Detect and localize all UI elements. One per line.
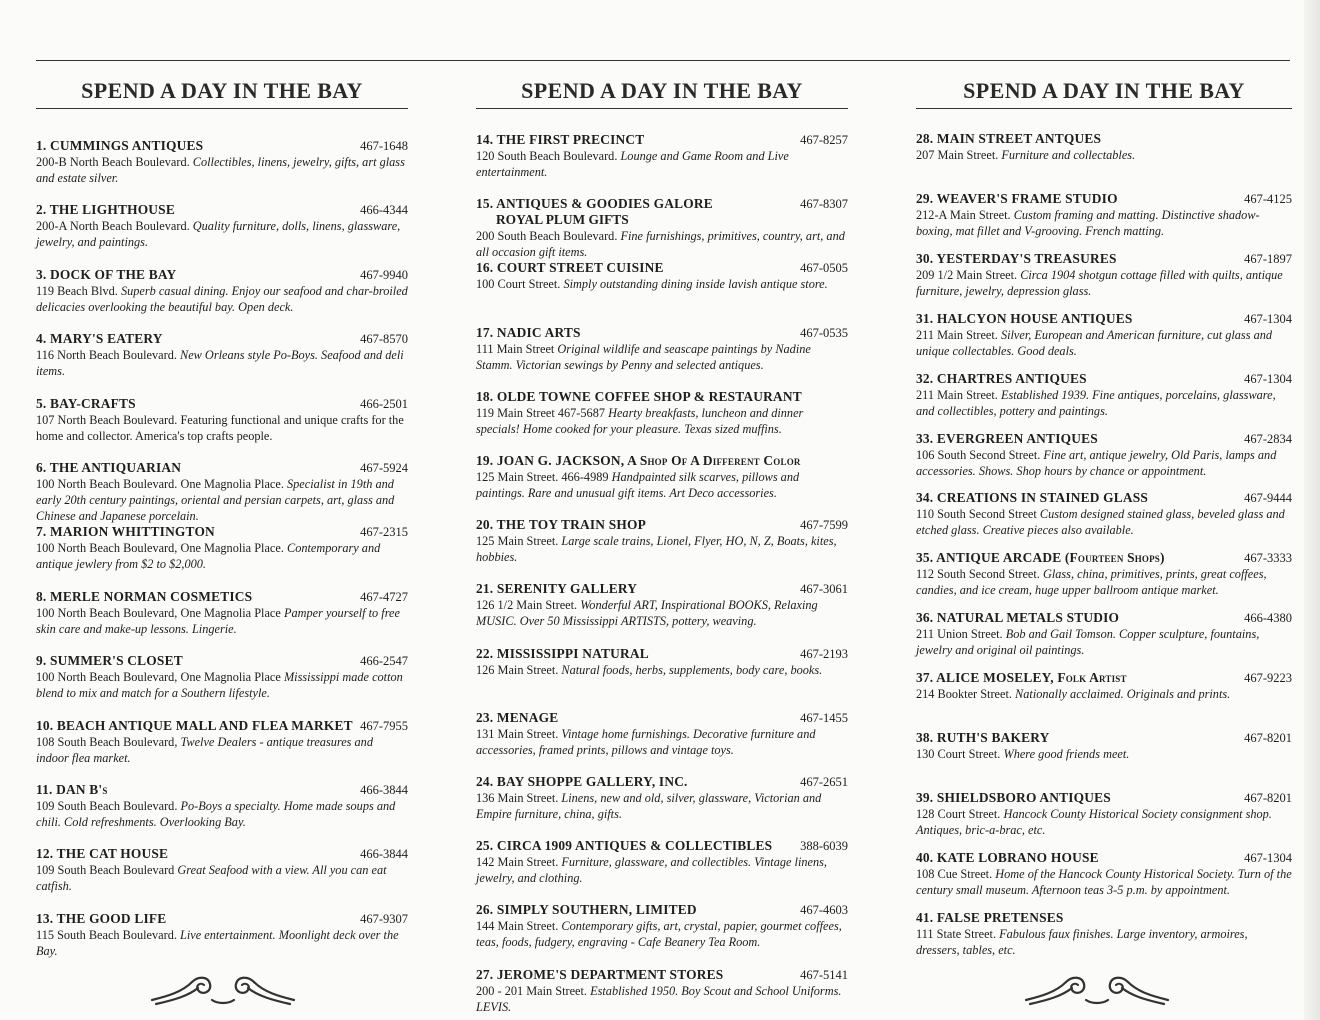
address: 100 North Beach Boulevard, One Magnolia Place. xyxy=(36,541,284,556)
listing-entry xyxy=(916,670,1292,702)
business-name: 19. JOAN G. JACKSON, A Shop Of A Different Color xyxy=(476,453,801,468)
phone-number: 467-8307 xyxy=(800,197,848,212)
listing-header xyxy=(36,589,408,605)
description: Simply outstanding dining inside lavish antique store. xyxy=(563,277,828,292)
listing-entry xyxy=(36,589,408,637)
description: Original wildlife and seascape paintings by Nadine Stamm. Victorian sewings by Penny and selected antiques. xyxy=(476,341,811,372)
listing-entry xyxy=(916,431,1292,479)
listing-header xyxy=(476,774,848,790)
listing-header xyxy=(916,790,1292,806)
address: 120 South Beach Boulevard. xyxy=(476,149,618,163)
phone-number: 467-9940 xyxy=(360,267,408,282)
listing-body xyxy=(916,267,1292,299)
listing-entry xyxy=(916,371,1292,419)
listing-entry xyxy=(36,202,408,250)
address: 126 Main Street. xyxy=(476,662,559,677)
phone-number: 467-3333 xyxy=(1244,551,1292,566)
description: Furniture and collectables. xyxy=(1001,148,1136,162)
address: 128 Court Street. xyxy=(916,806,1001,821)
listing-entry xyxy=(476,260,848,292)
address: 211 Union Street. xyxy=(916,627,1003,642)
listing-entry xyxy=(36,396,408,444)
listing-header xyxy=(916,730,1292,746)
listing-header xyxy=(476,325,848,341)
listing-header xyxy=(916,191,1292,207)
listing-entry xyxy=(916,790,1292,838)
address: 107 North Beach Boulevard. Featuring functional and unique crafts for the home and collector. America's top crafts people. xyxy=(36,412,404,443)
business-name: 11. DAN B's xyxy=(36,782,108,797)
listing-header xyxy=(916,850,1292,866)
address: 200 South Beach Boulevard. xyxy=(476,229,618,244)
listing-body xyxy=(476,597,848,629)
listing-entry xyxy=(36,331,408,379)
phone-number: 467-2651 xyxy=(800,775,848,789)
listing-header xyxy=(476,710,848,726)
address: 207 Main Street. xyxy=(916,148,999,162)
phone-number: 467-8570 xyxy=(360,332,408,347)
listing-body xyxy=(36,154,408,186)
phone-number: 467-9444 xyxy=(1244,491,1292,506)
listing-entry xyxy=(476,325,848,373)
listing-entry xyxy=(476,453,848,501)
address: 106 South Second Street. xyxy=(916,447,1041,462)
listing-body xyxy=(476,341,848,373)
description: Established 1950. Boy Scout and School Uniforms. LEVIS. xyxy=(476,983,842,1014)
listing-body xyxy=(36,347,408,379)
phone-number: 467-5924 xyxy=(360,461,408,475)
business-name: 9. SUMMER'S CLOSET xyxy=(36,653,183,669)
business-name: 20. THE TOY TRAIN SHOP xyxy=(476,517,646,533)
listing-entry xyxy=(36,138,408,186)
business-name: 41. FALSE PRETENSES xyxy=(916,909,1064,925)
business-name: 2. THE LIGHTHOUSE xyxy=(36,202,175,218)
business-name: 6. THE ANTIQUARIAN xyxy=(36,460,182,475)
listing-body xyxy=(36,283,408,315)
listing-body xyxy=(916,746,1292,762)
business-name: 29. WEAVER'S FRAME STUDIO xyxy=(916,190,1118,206)
address: 100 North Beach Boulevard, One Magnolia Place xyxy=(36,670,281,685)
business-name: 33. EVERGREEN ANTIQUES xyxy=(916,430,1098,446)
business-name: 15. ANTIQUES & GOODIES GALORE xyxy=(476,196,713,212)
listing-entry xyxy=(916,730,1292,762)
listing-header xyxy=(476,646,848,662)
description: Handpainted silk scarves, pillows and paintings. Rare and unusual gift items. Art Deco accessories. xyxy=(476,470,800,500)
listing-entry xyxy=(476,774,848,822)
column-title: SPEND A DAY IN THE BAY xyxy=(963,78,1245,103)
address: 110 South Second Street xyxy=(916,507,1037,522)
description: Collectibles, linens, jewelry, gifts, art glass and estate silver. xyxy=(36,155,405,185)
listing-body xyxy=(476,726,848,758)
listing-header xyxy=(36,846,408,862)
address: 119 Main Street 467-5687 xyxy=(476,405,605,420)
listing-entry xyxy=(916,251,1292,299)
address: 144 Main Street. xyxy=(476,919,559,934)
listing-body xyxy=(476,662,848,678)
column-header xyxy=(916,62,1292,109)
phone-number: 467-1304 xyxy=(1244,311,1292,326)
listing-header xyxy=(916,311,1292,327)
description: Home of the Hancock County Historical Society. Turn of the century small museum. Afternoon teas 3-5 p.m. by appointment. xyxy=(916,866,1292,897)
description: Glass, china, primitives, prints, great coffees, candies, and ice cream, huge upper ballroom antique market. xyxy=(916,567,1267,598)
address: 112 South Second Street. xyxy=(916,567,1040,582)
description: Custom framing and matting. Distinctive shadow-boxing, mat fillet and V-grooving. French matting. xyxy=(916,207,1260,238)
listing-entry xyxy=(36,460,408,524)
description: Specialist in 19th and early 20th century paintings, oriental and persian carpets, art, glass and Chinese and Japanese porcelain. xyxy=(36,477,395,523)
address: 211 Main Street. xyxy=(916,327,998,342)
listing-entry xyxy=(476,646,848,678)
scroll-flourish-icon xyxy=(1022,970,1172,1008)
scroll-flourish-icon xyxy=(148,970,298,1008)
business-name: 34. CREATIONS IN STAINED GLASS xyxy=(916,490,1149,506)
listing-entry xyxy=(36,653,408,701)
description: Great Seafood with a view. All you can eat catfish. xyxy=(36,863,387,894)
description: Fine art, antique jewelry, Old Paris, lamps and accessories. Shows. Shop hours by chance or appointment. xyxy=(916,447,1277,478)
top-rule xyxy=(36,60,1290,61)
listing-entry xyxy=(476,389,848,437)
phone-number: 467-1304 xyxy=(1244,850,1292,865)
address: 111 State Street. xyxy=(916,926,997,941)
column-title: SPEND A DAY IN THE BAY xyxy=(81,78,363,103)
listing-body xyxy=(476,228,848,260)
business-name: 1. CUMMINGS ANTIQUES xyxy=(36,138,204,153)
listing-body xyxy=(476,469,848,501)
listing-body xyxy=(476,918,848,950)
listing-header xyxy=(476,453,848,469)
address: 100 North Beach Boulevard, One Magnolia Place xyxy=(36,605,281,620)
business-name: 18. OLDE TOWNE COFFEE SHOP & RESTAURANT xyxy=(476,388,802,404)
address: 109 South Beach Boulevard xyxy=(36,863,175,878)
business-name: 22. MISSISSIPPI NATURAL xyxy=(476,645,649,661)
business-name: 25. CIRCA 1909 ANTIQUES & COLLECTIBLES xyxy=(476,838,773,854)
address: 125 Main Street. 466-4989 xyxy=(476,470,609,484)
description: Lounge and Game Room and Live entertainment. xyxy=(476,149,789,179)
phone-number: 467-1304 xyxy=(1244,371,1292,386)
business-name: 7. MARION WHITTINGTON xyxy=(36,524,215,540)
business-name: 3. DOCK OF THE BAY xyxy=(36,266,177,282)
listing-body xyxy=(36,862,408,894)
phone-number: 467-4727 xyxy=(360,589,408,604)
description: Hancock County Historical Society consignment shop. Antiques, bric-a-brac, etc. xyxy=(916,806,1272,837)
listing-body xyxy=(916,327,1292,359)
business-name: 31. HALCYON HOUSE ANTIQUES xyxy=(916,310,1133,326)
listing-body xyxy=(476,405,848,437)
listing-header xyxy=(476,517,848,533)
column-header xyxy=(36,62,408,109)
listing-header xyxy=(916,490,1292,506)
phone-number: 388-6039 xyxy=(800,839,848,854)
listing-body xyxy=(916,506,1292,538)
business-name: 36. NATURAL METALS STUDIO xyxy=(916,610,1120,626)
listing-entry xyxy=(916,191,1292,239)
listing-header xyxy=(36,396,408,412)
phone-number: 467-1648 xyxy=(360,139,408,153)
phone-number: 466-4344 xyxy=(360,203,408,218)
address: 130 Court Street. xyxy=(916,747,1001,761)
listing-header xyxy=(916,910,1292,926)
address: 200-A North Beach Boulevard. xyxy=(36,219,190,234)
description: Large scale trains, Lionel, Flyer, HO, N, Z, Boats, kites, hobbies. xyxy=(476,534,837,565)
listing-entry xyxy=(476,710,848,758)
address: 119 Beach Blvd. xyxy=(36,283,118,298)
listing-header xyxy=(36,718,408,734)
listing-entry xyxy=(476,196,848,260)
business-name: 30. YESTERDAY'S TREASURES xyxy=(916,250,1117,266)
description: Established 1939. Fine antiques, porcelains, glassware, and collectibles, pottery and paintings. xyxy=(916,387,1276,418)
phone-number: 466-3844 xyxy=(360,783,408,797)
address: 100 Court Street. xyxy=(476,277,561,292)
description: Bob and Gail Tomson. Copper sculpture, fountains, jewelry and original oil paintings. xyxy=(916,627,1260,658)
listing-header xyxy=(36,782,408,798)
address: 126 1/2 Main Street. xyxy=(476,598,578,613)
listing-body xyxy=(916,866,1292,898)
description: Mississippi made cotton blend to mix and match for a Southern lifestyle. xyxy=(36,670,403,701)
description: Linens, new and old, silver, glassware, Victorian and Empire furniture, china, gifts. xyxy=(476,791,822,821)
business-name: 37. ALICE MOSELEY, Folk Artist xyxy=(916,670,1127,686)
listing-body xyxy=(36,734,408,766)
phone-number: 467-2315 xyxy=(360,525,408,540)
address: 142 Main Street. xyxy=(476,855,559,870)
column-title: SPEND A DAY IN THE BAY xyxy=(521,78,803,103)
listing-header xyxy=(36,202,408,218)
listing-header xyxy=(36,911,408,927)
business-name: 5. BAY-CRAFTS xyxy=(36,395,136,411)
address: 200 - 201 Main Street. xyxy=(476,983,587,998)
business-name: 17. NADIC ARTS xyxy=(476,324,581,340)
phone-number: 466-3844 xyxy=(360,847,408,862)
listing-entry xyxy=(916,490,1292,538)
listing-header xyxy=(476,902,848,918)
address: 200-B North Beach Boulevard. xyxy=(36,155,190,169)
listing-entry xyxy=(36,718,408,766)
listing-body xyxy=(916,447,1292,479)
business-name: 40. KATE LOBRANO HOUSE xyxy=(916,849,1099,865)
listing-body xyxy=(476,790,848,822)
description: Fine furnishings, primitives, country, art, and all occasion gift items. xyxy=(476,229,845,260)
description: Superb casual dining. Enjoy our seafood and char-broiled delicacies overlooking the beautiful bay. Open deck. xyxy=(36,283,408,314)
phone-number: 467-2193 xyxy=(800,646,848,661)
listing-header xyxy=(476,838,848,854)
listing-header xyxy=(476,260,848,276)
listing-entry xyxy=(476,967,848,1015)
column-header xyxy=(476,62,848,109)
listing-header xyxy=(36,653,408,669)
description: Quality furniture, dolls, linens, glassware, jewelry, and paintings. xyxy=(36,219,401,250)
listing-body xyxy=(916,686,1292,702)
listing-header xyxy=(916,550,1292,566)
listing-entry xyxy=(476,132,848,180)
business-name-secondary: ROYAL PLUM GIFTS xyxy=(496,212,629,228)
listing-body xyxy=(476,276,848,292)
description: Custom designed stained glass, beveled glass and etched glass. Creative pieces also available. xyxy=(916,507,1285,538)
listing-body xyxy=(36,476,408,524)
listing-body xyxy=(36,605,408,637)
listing-entry xyxy=(916,910,1292,958)
business-name: 39. SHIELDSBORO ANTIQUES xyxy=(916,789,1111,805)
listing-entry xyxy=(476,581,848,629)
listing-header xyxy=(476,967,848,983)
listing-header xyxy=(476,196,848,212)
description: Live entertainment. Moonlight deck over the Bay. xyxy=(36,927,399,958)
listing-header xyxy=(36,331,408,347)
address: 108 Cue Street. xyxy=(916,866,993,881)
listing-header xyxy=(916,131,1292,147)
phone-number: 467-8201 xyxy=(1244,731,1292,745)
business-name: 16. COURT STREET CUISINE xyxy=(476,260,664,276)
listing-body xyxy=(36,540,408,572)
address: 116 North Beach Boulevard. xyxy=(36,348,177,363)
business-name: 4. MARY'S EATERY xyxy=(36,331,163,347)
address: 125 Main Street. xyxy=(476,534,559,549)
description: Natural foods, herbs, supplements, body care, books. xyxy=(561,662,823,677)
address: 131 Main Street. xyxy=(476,726,559,741)
listing-body xyxy=(36,218,408,250)
phone-number: 467-8201 xyxy=(1244,790,1292,805)
listing-entry xyxy=(476,517,848,565)
listing-body xyxy=(916,207,1292,239)
address: 115 South Beach Boulevard. xyxy=(36,927,177,942)
address: 100 North Beach Boulevard. One Magnolia Place. xyxy=(36,477,284,491)
address: 214 Bookter Street. xyxy=(916,687,1012,702)
listing-header xyxy=(36,267,408,283)
business-name: 12. THE CAT HOUSE xyxy=(36,846,169,862)
listing-header xyxy=(476,389,848,405)
description: Contemporary gifts, art, crystal, papier, gourmet coffees, teas, foods, fudgery, engraving - Cafe Beanery Tea Room. xyxy=(476,919,842,950)
listing-entry xyxy=(916,850,1292,898)
listing-body xyxy=(476,983,848,1015)
listing-entry xyxy=(476,838,848,886)
description: Nationally acclaimed. Originals and prints. xyxy=(1015,687,1231,702)
listing-entry xyxy=(916,610,1292,658)
listing-entry xyxy=(36,524,408,572)
listing-body xyxy=(916,387,1292,419)
description: Hearty breakfasts, luncheon and dinner specials! Home cooked for your pleasure. Texas sized muffins. xyxy=(476,405,804,436)
listing-body xyxy=(916,806,1292,838)
address: 108 South Beach Boulevard, xyxy=(36,734,178,749)
listing-header xyxy=(476,581,848,597)
listing-body xyxy=(36,927,408,959)
listing-entry xyxy=(916,131,1292,163)
phone-number: 467-7955 xyxy=(360,718,408,733)
description: Furniture, glassware, and collectibles. Vintage linens, jewelry, and clothing. xyxy=(476,855,827,886)
description: New Orleans style Po-Boys. Seafood and deli items. xyxy=(36,348,404,379)
phone-number: 467-2834 xyxy=(1244,431,1292,446)
listing-header xyxy=(36,524,408,540)
listing-header xyxy=(916,371,1292,387)
listing-body xyxy=(36,412,408,444)
phone-number: 467-1455 xyxy=(800,710,848,725)
listing-header xyxy=(36,460,408,476)
business-name: 27. JEROME'S DEPARTMENT STORES xyxy=(476,966,724,982)
description: Vintage home furnishings. Decorative furniture and accessories, framed prints, pillows and vintage toys. xyxy=(476,726,816,757)
listing-header xyxy=(916,610,1292,626)
phone-number: 467-7599 xyxy=(800,518,848,533)
business-name: 21. SERENITY GALLERY xyxy=(476,581,638,597)
listing-entry xyxy=(36,846,408,894)
listing-header xyxy=(916,251,1292,267)
description: Fabulous faux finishes. Large inventory, armoires, dressers, tables, etc. xyxy=(916,926,1248,957)
phone-number: 467-0535 xyxy=(800,325,848,340)
description: Pamper yourself to free skin care and make-up lessons. Lingerie. xyxy=(36,605,400,636)
listing-entry xyxy=(476,902,848,950)
business-name: 10. BEACH ANTIQUE MALL AND FLEA MARKET xyxy=(36,717,353,733)
phone-number: 466-2547 xyxy=(360,654,408,669)
address: 111 Main Street xyxy=(476,341,555,356)
description: Twelve Dealers - antique treasures and indoor flea market. xyxy=(36,734,373,765)
page-edge xyxy=(1304,0,1320,1020)
business-name: 24. BAY SHOPPE GALLERY, INC. xyxy=(476,774,688,789)
description: Where good friends meet. xyxy=(1003,747,1130,761)
phone-number: 466-2501 xyxy=(360,396,408,411)
phone-number: 467-9307 xyxy=(360,911,408,926)
description: Po-Boys a specialty. Home made soups and chili. Cold refreshments. Overlooking Bay. xyxy=(36,799,396,829)
phone-number: 467-0505 xyxy=(800,261,848,276)
listing-entry xyxy=(36,782,408,830)
phone-number: 466-4380 xyxy=(1244,611,1292,626)
phone-number: 467-5141 xyxy=(800,967,848,982)
phone-number: 467-4125 xyxy=(1244,191,1292,206)
business-name: 26. SIMPLY SOUTHERN, LIMITED xyxy=(476,902,697,918)
description: Contemporary and antique jewlery from $2 to $2,000. xyxy=(36,541,381,572)
listing-body xyxy=(476,148,848,180)
business-name: 8. MERLE NORMAN COSMETICS xyxy=(36,588,253,604)
phone-number: 467-9223 xyxy=(1244,671,1292,686)
listing-entry xyxy=(36,267,408,315)
listing-body xyxy=(36,669,408,701)
listing-header xyxy=(916,670,1292,686)
address: 109 South Beach Boulevard. xyxy=(36,799,178,813)
listing-header xyxy=(36,138,408,154)
listing-header xyxy=(916,431,1292,447)
phone-number: 467-1897 xyxy=(1244,251,1292,266)
listing-body xyxy=(916,626,1292,658)
business-name: 28. MAIN STREET ANTQUES xyxy=(916,131,1102,146)
address: 212-A Main Street. xyxy=(916,207,1011,222)
description: Circa 1904 shotgun cottage filled with quilts, antique furniture, jewelry, depression glass. xyxy=(916,267,1283,298)
business-name: 35. ANTIQUE ARCADE (Fourteen Shops) xyxy=(916,550,1165,566)
description: Wonderful ART, Inspirational BOOKS, Relaxing MUSIC. Over 50 Mississippi ARTISTS, pottery, weaving. xyxy=(476,598,818,629)
listing-entry xyxy=(916,311,1292,359)
business-name: 14. THE FIRST PRECINCT xyxy=(476,132,645,147)
phone-number: 467-8257 xyxy=(800,133,848,147)
listing-body xyxy=(476,854,848,886)
business-name: 13. THE GOOD LIFE xyxy=(36,910,167,926)
listing-body xyxy=(36,798,408,830)
listing-header xyxy=(476,132,848,148)
business-name: 38. RUTH'S BAKERY xyxy=(916,730,1050,745)
listing-body xyxy=(916,926,1292,958)
listing-body xyxy=(916,147,1292,163)
description: Silver, European and American furniture, cut glass and unique collectables. Good deals. xyxy=(916,327,1273,358)
business-name: 23. MENAGE xyxy=(476,709,559,725)
listing-entry xyxy=(916,550,1292,598)
listing-body xyxy=(916,566,1292,598)
business-name: 32. CHARTRES ANTIQUES xyxy=(916,370,1087,386)
listing-body xyxy=(476,533,848,565)
address: 136 Main Street. xyxy=(476,791,559,805)
phone-number: 467-4603 xyxy=(800,903,848,918)
address: 211 Main Street. xyxy=(916,387,998,402)
listing-entry xyxy=(36,911,408,959)
phone-number: 467-3061 xyxy=(800,582,848,597)
address: 209 1/2 Main Street. xyxy=(916,267,1018,282)
